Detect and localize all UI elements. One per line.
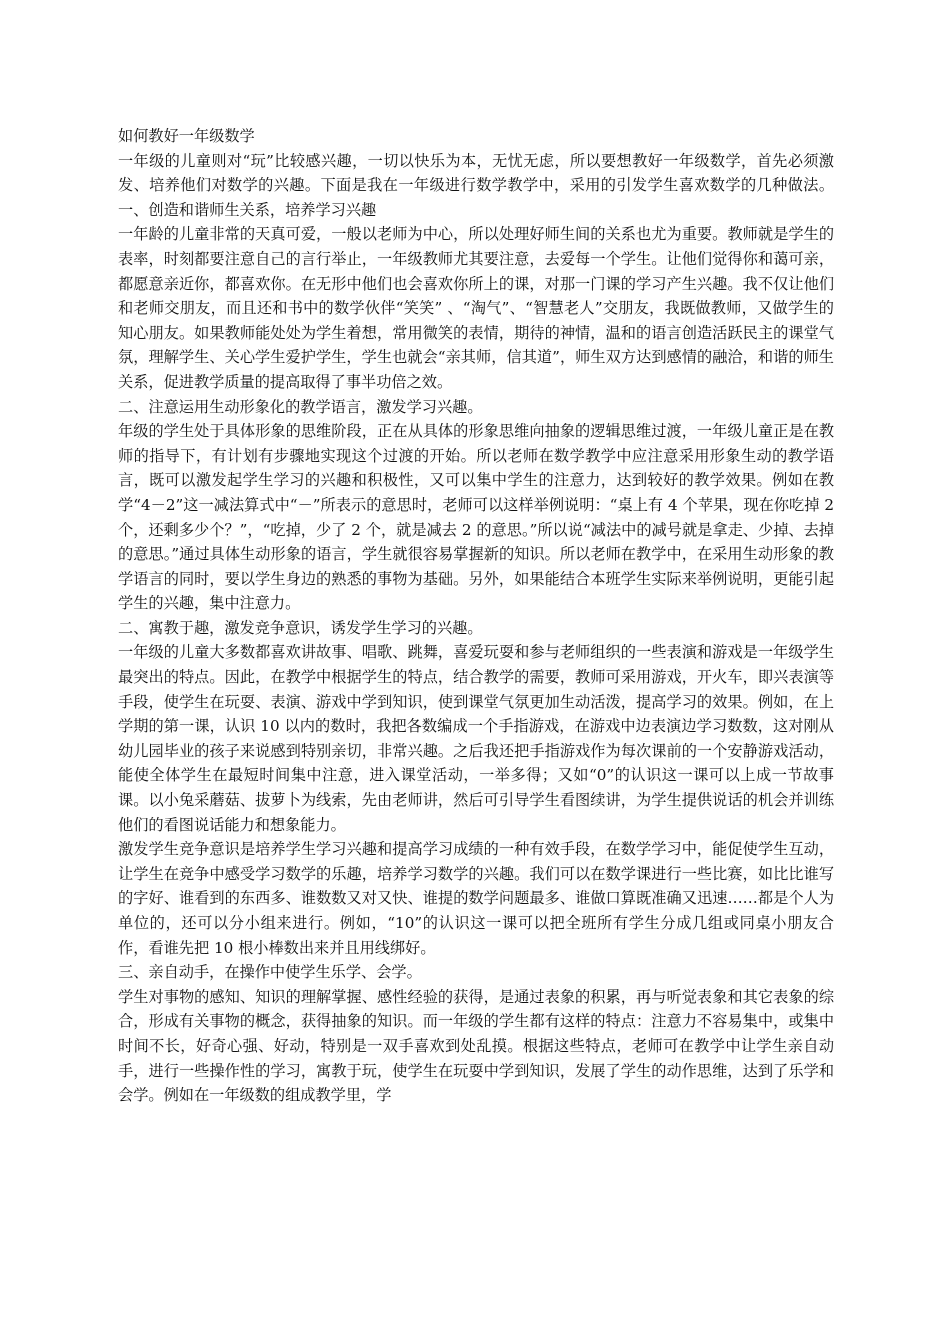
document-page <box>118 124 834 1108</box>
paragraph-hands-on: 学生对事物的感知、知识的理解掌握、感性经验的获得，是通过表象的积累，再与听觉表象和其它表象的综合，形成有关事物的概念，获得抽象的知识。而一年级的学生都有这样的特点：注意力不容易集中，或集中时间不长，好奇心强、好动，特别是一双手喜欢到处乱摸。根据这些特点，老师可在教学中让学生亲自动手，进行一些操作性的学习，寓教于玩，使学生在玩耍中学到知识，发展了学生的动作思维，达到了乐学和会学。例如在一年级数的组成教学里，学 <box>118 987 834 1105</box>
paragraph-teacher-student-relationship: 一年龄的儿童非常的天真可爱，一般以老师为中心，所以处理好师生间的关系也尤为重要。教师就是学生的表率，时刻都要注意自己的言行举止，一年级教师尤其要注意，去爱每一个学生。让他们觉得你和蔼可亲，都愿意亲近你，都喜欢你。在无形中他们也会喜欢你所上的课，对那一门课的学习产生兴趣。我不仅让他们和老师交朋友，而且还和书中的数学伙伴“笑笑” 、“淘气”、“智慧老人”交朋友，我既做教师，又做学生的知心朋友。如果教师能处处为学生着想，常用微笑的表情，期待的神情，温和的语言创造活跃民主的课堂气氛，理解学生、关心学生爱护学生，学生也就会“亲其师，信其道”，师生双方达到感情的融洽，和谐的师生关系，促进教学质量的提高取得了事半功倍之效。 <box>118 225 834 391</box>
section-heading-teaching-language: 二、注意运用生动形象化的教学语言，激发学习兴趣。 <box>118 397 483 416</box>
document-title: 如何教好一年级数学 <box>118 127 255 145</box>
paragraph-games: 一年级的儿童大多数都喜欢讲故事、唱歌、跳舞，喜爱玩耍和参与老师组织的一些表演和游戏是一年级学生最突出的特点。因此，在教学中根据学生的特点，结合教学的需要，教师可采用游戏，开火车，即兴表演等手段，使学生在玩耍、表演、游戏中学到知识，使到课堂气氛更加生动活泼，提高学习的效果。例如，在上学期的第一课，认识 10 以内的数时，我把各数编成一个手指游戏，在游戏中边表演边学习数数，这对刚从幼儿园毕业的孩子来说感到特别亲切，非常兴趣。之后我还把手指游戏作为每次课前的一个安静游戏活动，能使全体学生在最短时间集中注意，进入课堂活动，一举多得；又如“0”的认识这一课可以上成一节故事课。以小兔采蘑菇、拔萝卜为线索，先由老师讲，然后可引导学生看图续讲，为学生提供说话的机会并训练他们的看图说话能力和想象能力。 <box>118 643 834 834</box>
paragraph-competition: 激发学生竞争意识是培养学生学习兴趣和提高学习成绩的一种有效手段，在数学学习中，能促使学生互动，让学生在竞争中感受学习数学的乐趣，培养学习数学的兴趣。我们可以在数学课进行一些比赛，如比比谁写的字好、谁看到的东西多、谁数数又对又快、谁提的数学问题最多、谁做口算既准确又迅速……都是个人为单位的，还可以分小组来进行。例如，“10”的认识这一课可以把全班所有学生分成几组或同桌小朋友合作，看谁先把 10 根小棒数出来并且用线绑好。 <box>118 840 834 957</box>
paragraph-teaching-language: 年级的学生处于具体形象的思维阶段，正在从具体的形象思维向抽象的逻辑思维过渡，一年级儿童正是在教师的指导下，有计划有步骤地实现这个过渡的开始。所以老师在数学教学中应注意采用形象生动的教学语言，既可以激发起学生学习的兴趣和积极性，又可以集中学生的注意力，达到较好的教学效果。例如在教学“4－2”这一减法算式中“－”所表示的意思时，老师可以这样举例说明：“桌上有 4 个苹果，现在你吃掉 2 个，还剩多少个？”，“吃掉，少了 2 个，就是减去 2 的意思。”所以说“减法中的减号就是拿走、少掉、去掉的意思。”通过具体生动形象的语言，学生就很容易掌握新的知识。所以老师在教学中，在采用生动形象的教学语言的同时，要以学生身边的熟悉的事物为基础。另外，如果能结合本班学生实际来举例说明，更能引起学生的兴趣，集中注意力。 <box>118 422 834 613</box>
section-heading-hands-on: 三、亲自动手，在操作中使学生乐学、会学。 <box>118 963 422 982</box>
section-heading-fun-competition: 二、寓教于趣，激发竞争意识，诱发学生学习的兴趣。 <box>118 618 483 637</box>
paragraph-intro: 一年级的儿童则对“玩”比较感兴趣，一切以快乐为本，无忧无虑，所以要想教好一年级数学，首先必须激发、培养他们对数学的兴趣。下面是我在一年级进行数学教学中，采用的引发学生喜欢数学的几种做法。 一、创造和谐师生关系，培养学习兴趣 <box>118 151 834 219</box>
